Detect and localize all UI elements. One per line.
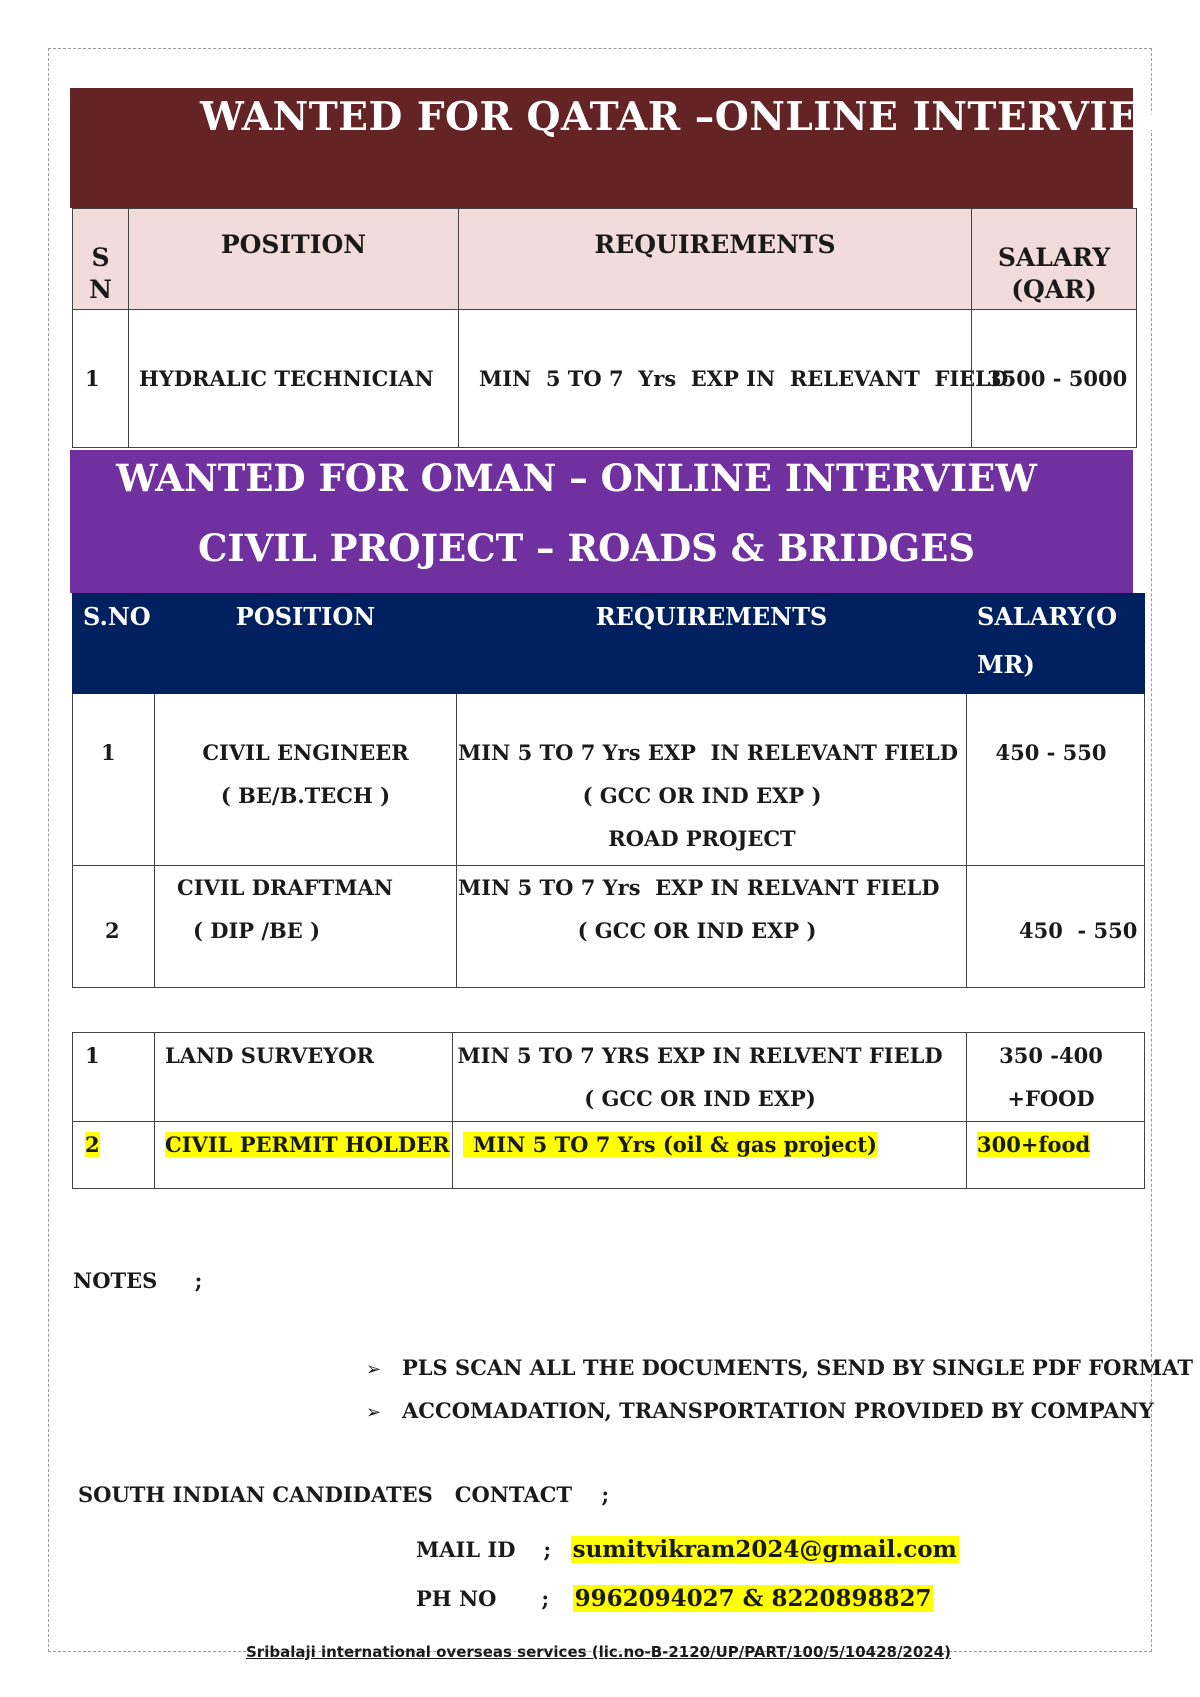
mail-separator: ;	[543, 1537, 552, 1562]
oman-banner-subtitle: CIVIL PROJECT – ROADS & BRIDGES	[197, 526, 976, 570]
oman-banner	[70, 450, 1133, 593]
qatar-header-sn	[73, 209, 129, 310]
extra-row2-position: CIVIL PERMIT HOLDER	[165, 1132, 450, 1158]
qatar-row-position: HYDRALIC TECHNICIAN	[129, 310, 459, 448]
oman-row2-req-line2: ( GCC OR IND EXP )	[577, 918, 817, 944]
extra-row1-salary-line2: +FOOD	[1007, 1086, 1095, 1112]
list-item	[366, 1355, 1193, 1398]
oman-header-salary	[967, 594, 1145, 694]
table-row	[73, 866, 1145, 988]
table-row	[73, 310, 1137, 448]
extra-row2-sn: 2	[85, 1132, 100, 1158]
extra-row2-salary-cell	[967, 1122, 1145, 1189]
notes-item-1: PLS SCAN ALL THE DOCUMENTS, SEND BY SINGLE PDF FORMAT	[402, 1355, 1193, 1380]
oman-row2-requirements	[457, 866, 967, 988]
extra-row1-salary	[967, 1033, 1145, 1122]
oman-header-requirements: REQUIREMENTS	[457, 594, 967, 694]
extra-row2-position-cell	[155, 1122, 453, 1189]
qatar-row-sn: 1	[73, 310, 129, 448]
oman-row1-salary: 450 - 550	[967, 694, 1145, 866]
oman-row2-req-line1: MIN 5 TO 7 Yrs EXP IN RELVANT FIELD	[458, 875, 940, 900]
oman-row1-sn: 1	[73, 694, 155, 866]
oman-row1-req-line1: MIN 5 TO 7 Yrs EXP IN RELEVANT FIELD	[458, 740, 958, 765]
oman-row1-req-line2: ( GCC OR IND EXP )	[582, 783, 822, 809]
extra-row1-sn: 1	[73, 1033, 155, 1122]
mail-label: MAIL ID	[416, 1537, 516, 1562]
extra-row2-salary: 300+food	[977, 1132, 1091, 1158]
qatar-header-sn-line1: S	[91, 242, 110, 272]
phone-label: PH NO	[416, 1586, 497, 1611]
notes-label	[73, 1268, 202, 1293]
mail-value[interactable]: sumitvikram2024@gmail.com	[572, 1536, 957, 1563]
arrow-bullet-icon: ➢	[366, 1359, 382, 1380]
oman-header-sno: S.NO	[73, 594, 155, 694]
qatar-header-position-label: POSITION	[220, 229, 367, 259]
oman-row2-position	[155, 866, 457, 988]
qatar-row-salary: 3500 - 5000	[972, 310, 1137, 448]
oman-header-row	[73, 594, 1145, 694]
qatar-header-requirements	[459, 209, 972, 310]
table-row	[73, 1122, 1145, 1189]
qatar-header-salary-line2: (QAR)	[1011, 275, 1097, 304]
extra-row1-req-line2: ( GCC OR IND EXP)	[584, 1086, 816, 1112]
extra-row1-position: LAND SURVEYOR	[155, 1033, 453, 1122]
extra-row1-requirements	[453, 1033, 967, 1122]
oman-row1-position-line2: ( BE/B.TECH )	[220, 783, 391, 809]
extra-row1-req-line1: MIN 5 TO 7 YRS EXP IN RELVENT FIELD	[457, 1043, 943, 1068]
qatar-banner-title: WANTED FOR QATAR –ONLINE INTERVIEW	[200, 94, 1183, 140]
table-row	[73, 694, 1145, 866]
qatar-header-row	[73, 209, 1137, 310]
oman-jobs-table	[72, 593, 1145, 988]
qatar-header-salary	[972, 209, 1137, 310]
oman-row2-position-line1: CIVIL DRAFTMAN	[177, 875, 393, 900]
contact-separator: ;	[601, 1482, 610, 1507]
phone-value[interactable]: 9962094027 & 8220898827	[574, 1585, 932, 1612]
oman-row1-requirements	[457, 694, 967, 866]
contact-heading	[78, 1482, 609, 1507]
table-row	[73, 1033, 1145, 1122]
list-item	[366, 1398, 1193, 1441]
notes-list	[366, 1355, 1193, 1441]
notes-item-2: ACCOMADATION, TRANSPORTATION PROVIDED BY COMPANY	[402, 1398, 1154, 1423]
mail-row	[416, 1536, 959, 1563]
oman-row2-position-line2: ( DIP /BE )	[193, 918, 321, 944]
qatar-banner	[70, 88, 1183, 208]
extra-row2-requirements: MIN 5 TO 7 Yrs (oil & gas project)	[463, 1132, 877, 1157]
oman-header-position: POSITION	[155, 594, 457, 694]
oman-row2-sn: 2	[73, 866, 155, 988]
footer-license: Sribalaji international overseas services (lic.no-B-2120/UP/PART/100/5/10428/2024)	[246, 1643, 952, 1661]
oman-header-salary-line2: MR)	[977, 650, 1035, 680]
qatar-jobs-table	[72, 208, 1137, 448]
extra-row2-sn-cell	[73, 1122, 155, 1189]
extra-row1-salary-line1: 350 -400	[999, 1043, 1103, 1068]
qatar-header-requirements-label: REQUIREMENTS	[594, 229, 836, 259]
oman-row2-salary: 450 - 550	[967, 866, 1145, 988]
qatar-header-salary-line1: SALARY	[997, 242, 1111, 272]
oman-row1-req-line3: ROAD PROJECT	[608, 826, 796, 852]
additional-jobs-table	[72, 1032, 1145, 1189]
oman-row1-position	[155, 694, 457, 866]
phone-row	[416, 1585, 933, 1612]
oman-banner-title: WANTED FOR OMAN – ONLINE INTERVIEW	[116, 456, 1037, 500]
notes-label-text: NOTES	[73, 1268, 158, 1293]
oman-header-salary-line1: SALARY(O	[977, 602, 1118, 631]
qatar-header-sn-line2: N	[89, 275, 112, 304]
notes-separator: ;	[194, 1268, 203, 1293]
extra-row2-requirements-cell	[453, 1122, 967, 1189]
qatar-row-requirements: MIN 5 TO 7 Yrs EXP IN RELEVANT FIELD	[459, 310, 972, 448]
qatar-header-position	[129, 209, 459, 310]
phone-separator: ;	[541, 1586, 550, 1611]
contact-heading-text: SOUTH INDIAN CANDIDATES CONTACT	[78, 1482, 573, 1507]
arrow-bullet-icon: ➢	[366, 1402, 382, 1423]
oman-row1-position-line1: CIVIL ENGINEER	[202, 740, 409, 765]
